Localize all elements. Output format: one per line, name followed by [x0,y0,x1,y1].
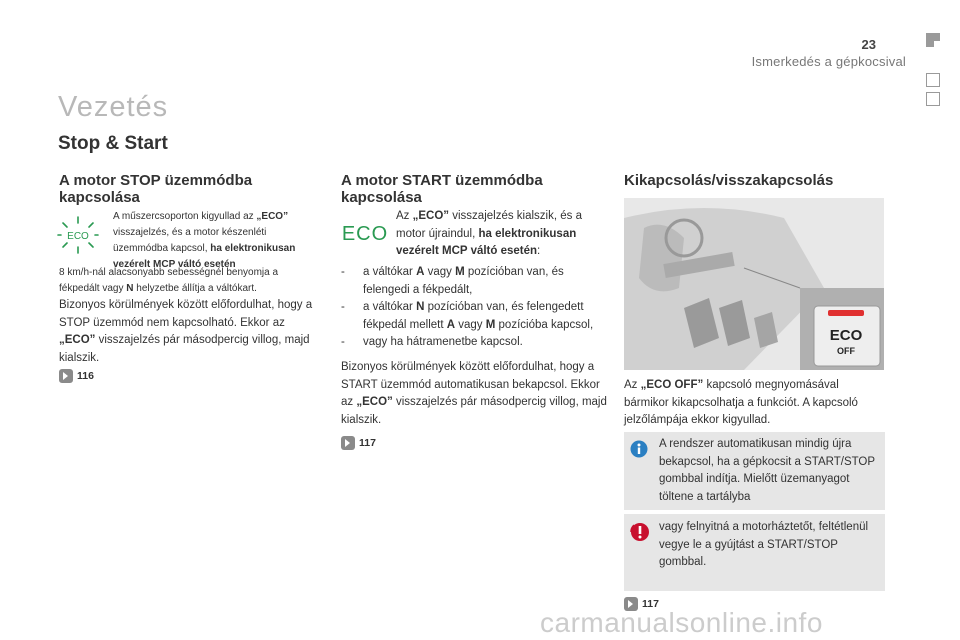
watermark: carmanualsonline.info [540,607,823,638]
eco-off-desc: Az „ECO OFF” kapcsoló megnyomásával bármikor kikapcsolhatja a funkciót. A kapcsoló jelzőlámpája ekkor kigyullad. [624,379,858,426]
page-title: Stop & Start [58,133,168,154]
start-mode-note: Bizonyos körülmények között előfordulhat, hogy a START üzemmód automatikusan bekapcsol. Ekkor az „ECO” visszajelzés pár másodpercig villog, majd kialszik. [341,361,607,426]
page-reference[interactable]: 116 [59,369,94,383]
warning-text: vagy felnyitná a motorháztetőt, feltétlenül vegye le a gyújtást a START/STOP gombbal. [659,521,869,568]
eco-button-label: ECO [829,327,863,344]
svg-text:ECO: ECO [341,223,389,245]
section-header: Ismerkedés a gépkocsival [751,54,906,69]
start-mode-intro: Az „ECO” visszajelzés kialszik, és a motor újraindul, ha elektronikusan vezérelt MCP váltó esetén: [396,210,582,257]
page-reference[interactable]: 117 [624,597,659,611]
warning-icon [630,522,650,542]
chapter-tab [926,73,940,87]
info-text: A rendszer automatikusan mindig újra bekapcsol, ha a gépkocsit a START/STOP gombbal indítja. Mielőtt üzemanyagot töltene a tartályba [659,438,875,503]
warning-box [624,514,885,591]
chapter-tab [926,92,940,106]
arrow-icon [341,436,355,450]
list-item: - a váltókar N pozícióban van, és felengedett fékpedál mellett A vagy M pozícióba kapcsol, [341,299,607,334]
switch-off-heading: Kikapcsolás/visszakapcsolás [624,172,834,189]
stop-mode-desc-bottom: 8 km/h-nál alacsonyabb sebességnél benyomja a fékpedált vagy N helyzetbe állítja a váltókart. [59,267,279,294]
arrow-icon [59,369,73,383]
info-box [624,432,885,510]
stop-mode-note: Bizonyos körülmények között előfordulhat, hogy a STOP üzemmód nem kapcsolható. Ekkor az „ECO” visszajelzés pár másodpercig villog, majd kialszik. [59,299,313,364]
eco-indicator-icon [56,214,100,256]
off-button-label: OFF [837,346,855,356]
start-conditions-list [341,264,607,352]
start-mode-heading: A motor START üzemmódba kapcsolása [341,172,543,206]
stop-mode-desc-top: A műszercsoporton kigyullad az „ECO” visszajelzés, és a motor készenléti üzemmódba kapcsol, ha elektronikusan vezérelt MCP váltó esetén [113,211,296,270]
eco-symbol-icon [340,218,390,248]
stop-mode-heading: A motor STOP üzemmódba kapcsolása [59,172,253,206]
eco-indicator-label: ECO [67,231,89,242]
list-item: - vagy ha hátramenetbe kapcsol. [341,334,607,352]
list-item: - a váltókar A vagy M pozícióban van, és felengedi a fékpedált, [341,264,607,299]
chapter-tab-active [926,33,940,47]
page-number: 23 [861,37,876,52]
chapter-title: Vezetés [58,91,169,123]
dashboard-pedals-photo [624,198,884,370]
info-icon [630,440,648,458]
page-reference[interactable]: 117 [341,436,376,450]
